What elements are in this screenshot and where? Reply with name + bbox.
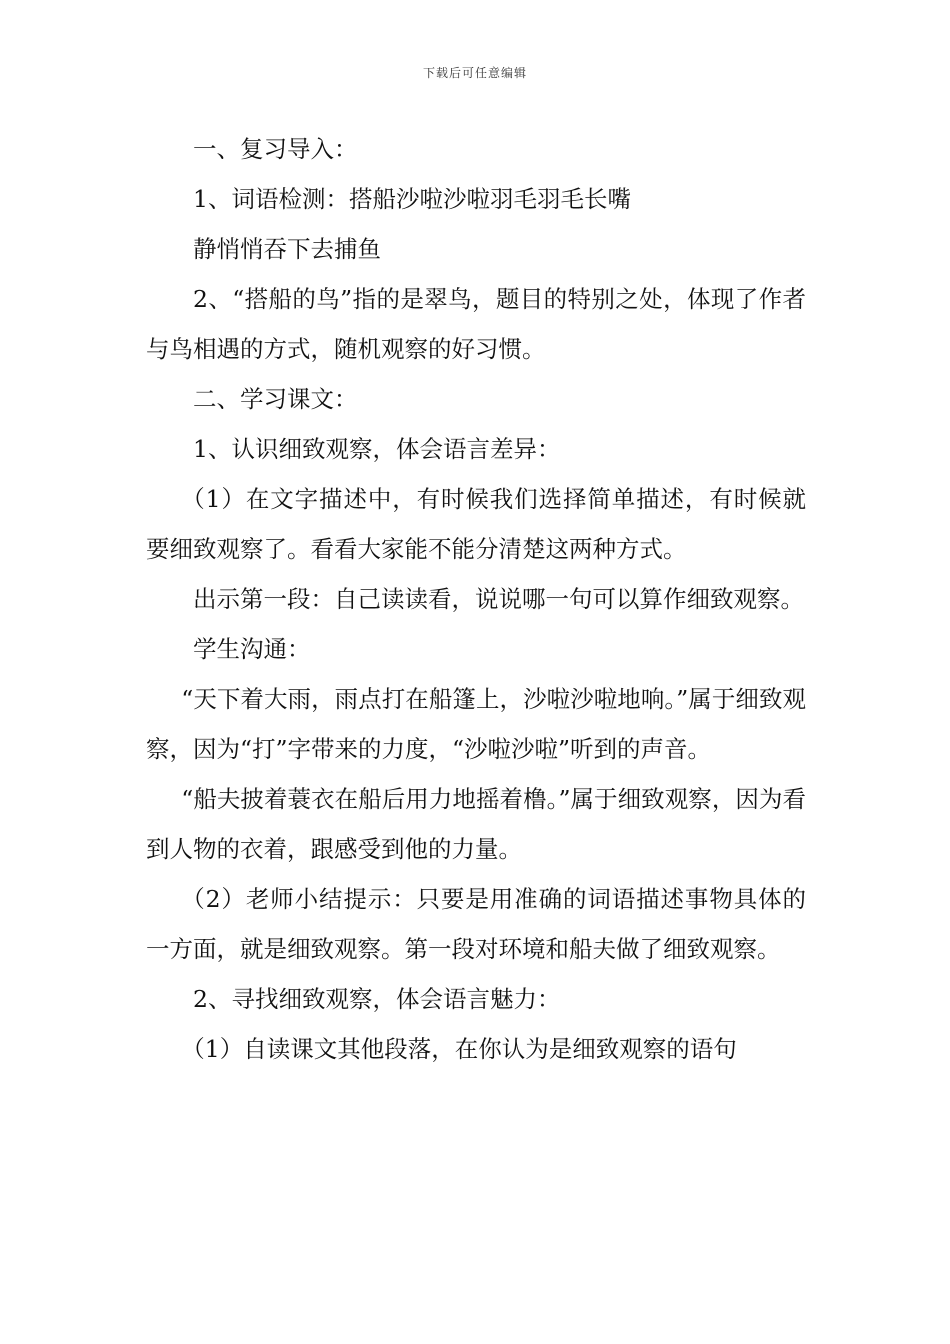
- subheading-find-observation: 2、寻找细致观察，体会语言魅力：: [193, 985, 561, 1013]
- subheading-observation: 1、认识细致观察，体会语言差异：: [193, 435, 561, 463]
- paragraph-title-meaning: 2、“搭船的鸟”指的是翠鸟，题目的特别之处，体现了作者与鸟相遇的方式，随机观察的好习惯。: [146, 285, 806, 363]
- paragraph-description-types: （1）在文字描述中，有时候我们选择简单描述，有时候就要细致观察了。看看大家能不能分清楚这两种方式。: [146, 485, 806, 563]
- paragraph-vocab-check: 1、词语检测：搭船沙啦沙啦羽毛羽毛长嘴: [193, 185, 631, 213]
- paragraph-self-reading: （1）自读课文其他段落，在你认为是细致观察的语句: [181, 1035, 737, 1063]
- paragraph-student-discussion: 学生沟通：: [193, 635, 311, 663]
- paragraph-teacher-summary: （2）老师小结提示：只要是用准确的词语描述事物具体的一方面，就是细致观察。第一段对环境和船夫做了细致观察。: [146, 885, 806, 963]
- document-body: [146, 124, 806, 1074]
- section-heading-review: 一、复习导入：: [193, 135, 358, 163]
- paragraph-vocab-words: 静悄悄吞下去捕鱼: [193, 235, 381, 263]
- paragraph-quote-rain: “天下着大雨，雨点打在船篷上，沙啦沙啦地响。”属于细致观察，因为“打”字带来的力度，“沙啦沙啦”听到的声音。: [146, 685, 806, 763]
- page-header: 下载后可任意编辑: [422, 66, 527, 80]
- section-heading-study: 二、学习课文：: [193, 385, 358, 413]
- paragraph-first-section: 出示第一段：自己读读看，说说哪一句可以算作细致观察。: [193, 585, 804, 613]
- paragraph-quote-boatman: “船夫披着蓑衣在船后用力地摇着橹。”属于细致观察，因为看到人物的衣着，跟感受到他的力量。: [146, 785, 806, 863]
